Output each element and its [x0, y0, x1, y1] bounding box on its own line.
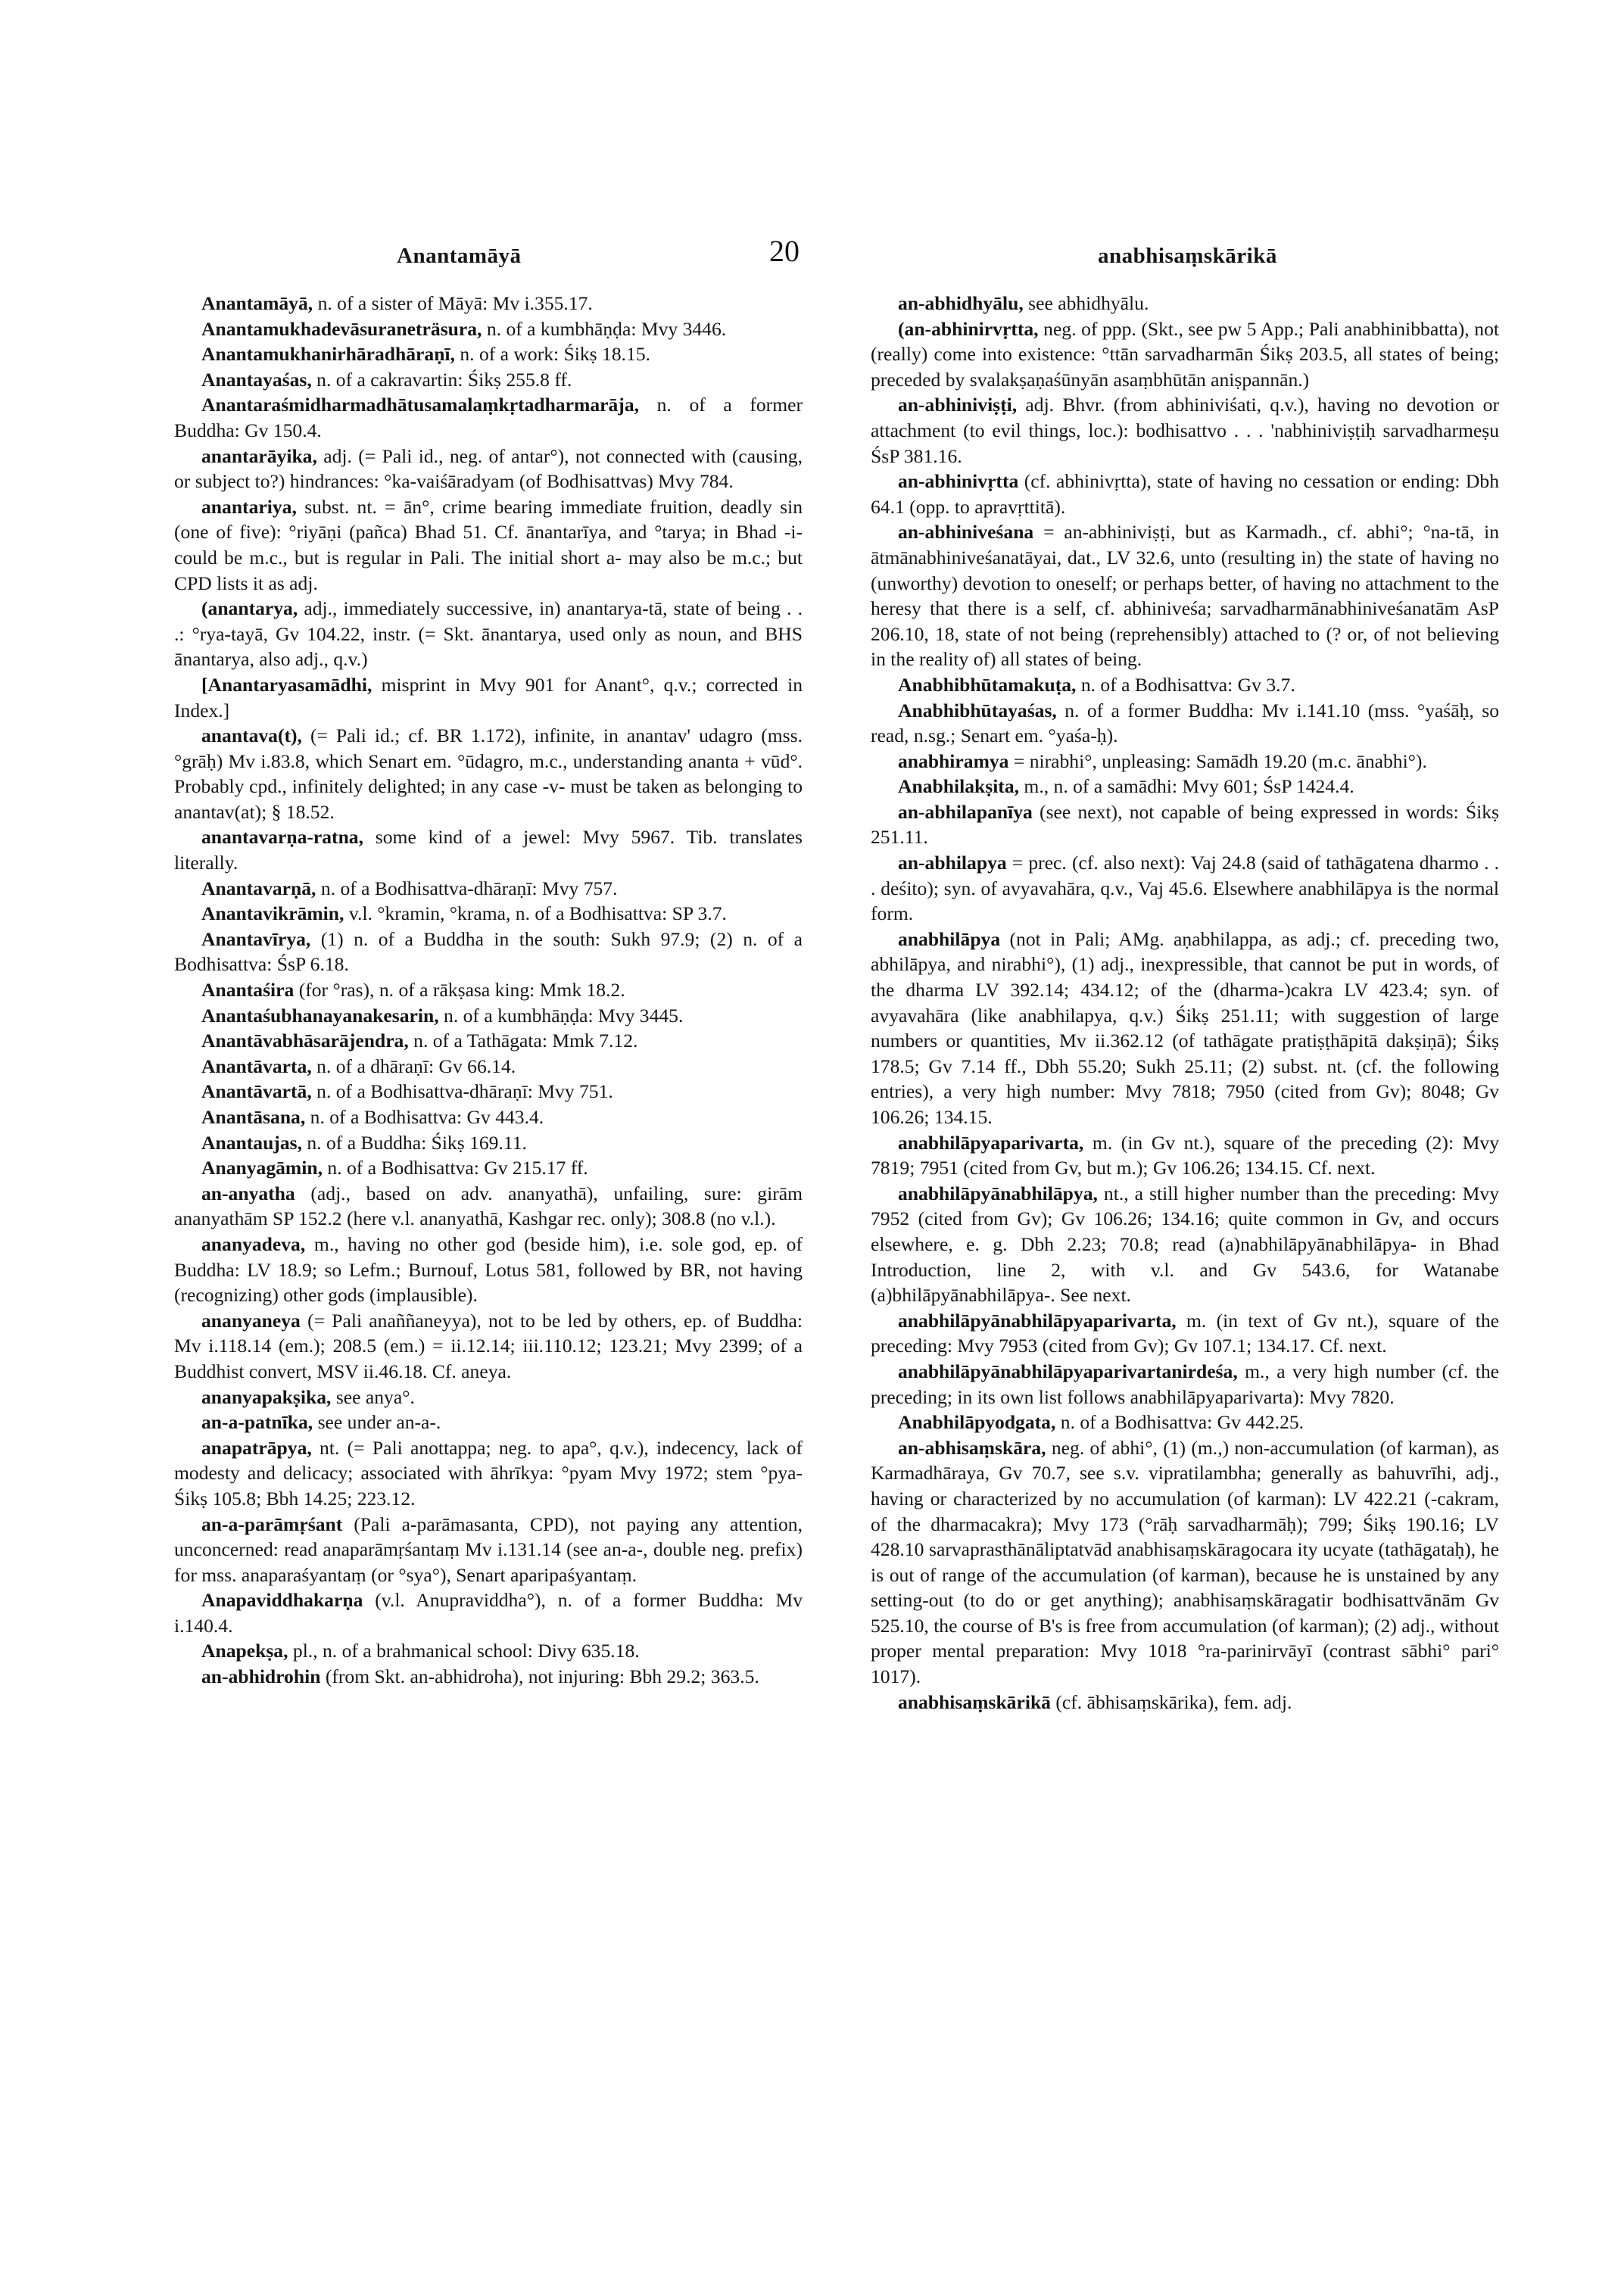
dictionary-entry: [174, 341, 803, 367]
entry-headword: Anabhibhūtayaśas,: [898, 699, 1057, 721]
entry-headword: anabhilāpyānabhilāpyaparivarta,: [898, 1309, 1177, 1332]
dictionary-entry: [174, 876, 803, 902]
dictionary-entry: [174, 824, 803, 875]
dictionary-entry: [871, 392, 1499, 469]
entry-definition: n. of a Buddha: Śikṣ 169.11.: [301, 1131, 527, 1154]
dictionary-entry: [871, 850, 1499, 927]
dictionary-entry: [174, 1130, 803, 1156]
dictionary-entry: [871, 672, 1499, 698]
dictionary-entry: [174, 316, 803, 342]
header-left-guide-word: Anantamāyā: [397, 244, 522, 268]
entry-headword: Anantamukhadevāsuraneträsura,: [201, 317, 482, 340]
entry-definition: n. of a Bodhisattva: Gv 215.17 ff.: [323, 1157, 588, 1179]
dictionary-entry: [871, 316, 1499, 393]
entry-headword: Anabhibhūtamakuṭa,: [898, 673, 1077, 696]
dictionary-entry: [871, 698, 1499, 749]
entry-definition: m., a very high number (cf. the preceding; in its own list follows anabhilāpyaparivarta): Mvy 7820.: [871, 1360, 1499, 1408]
entry-headword: Anantāvartā,: [201, 1080, 312, 1103]
entry-definition: nt. (= Pali anottappa; neg. to apa°, q.v.), indecency, lack of modesty and delicacy; associated with āhrīkya: °pyam Mvy 1972; stem °pya- Śikṣ 105.8; Bbh 14.25; 223.12.: [174, 1436, 803, 1509]
entry-headword: an-a-parāmṛśant: [201, 1513, 343, 1535]
dictionary-entry: [871, 1690, 1499, 1715]
entry-definition: (v.l. Anupraviddha°), n. of a former Buddha: Mv i.140.4.: [174, 1589, 803, 1637]
entry-definition: misprint in Mvy 901 for Anant°, q.v.; corrected in Index.]: [174, 673, 803, 721]
entry-definition: (not in Pali; AMg. aṇabhilappa, as adj.; cf. preceding two, abhilāpya, and nirabhi°), (1) adj., inexpressible, that cannot be put in words, of the dharma LV 392.14; 434.12; of the (dharma-)cakra LV 423.4; syn. of avyavahāra (like anabhilapya, q.v.) Śikṣ 251.11; with suggestion of large numbers or quantities, Mv ii.362.12 (of tathāgate pratiṣṭhāpitā dakṣiṇā); Śikṣ 178.5; Gv 7.14 ff., Dbh 55.20; Sukh 25.11; (2) subst. nt. (cf. the following entries), a very high number: Mvy 7818; 7950 (cited from Gv); 8048; Gv 106.26; 134.15.: [871, 927, 1499, 1128]
dictionary-entry: [871, 774, 1499, 799]
entry-definition: (cf. abhinivṛtta), state of having no cessation or ending: Dbh 64.1 (opp. to apravṛttitā).: [871, 470, 1499, 518]
dictionary-entry: [871, 1410, 1499, 1435]
dictionary-entry: [174, 1638, 803, 1664]
dictionary-entry: [174, 1385, 803, 1410]
entry-headword: anantava(t),: [201, 724, 302, 747]
entry-definition: n. of a work: Śikṣ 18.15.: [454, 343, 651, 366]
dictionary-entry: [871, 1359, 1499, 1410]
entry-headword: an-abhidrohin: [201, 1665, 321, 1688]
entry-definition: m., having no other god (beside him), i.e. sole god, ep. of Buddha: LV 18.9; so Lefm.; Burnouf, Lotus 581, followed by BR, not having (recognizing) other gods (implausible).: [174, 1232, 803, 1307]
entry-headword: an-abhilapya: [898, 852, 1007, 874]
left-column: [174, 291, 803, 1690]
entry-headword: (an-abhinirvṛtta,: [898, 317, 1039, 340]
entry-definition: n. of a Bodhisattva: Gv 442.25.: [1055, 1411, 1304, 1434]
dictionary-entry: [871, 927, 1499, 1130]
entry-definition: m., n. of a samādhi: Mvy 601; ŚsP 1424.4.: [1019, 775, 1354, 798]
entry-headword: Ananyagāmin,: [201, 1157, 323, 1179]
entry-definition: n. of a Bodhisattva-dhāraṇī: Mvy 757.: [316, 877, 618, 899]
entry-headword: Anantāsana,: [201, 1106, 306, 1128]
entry-definition: see anya°.: [331, 1385, 415, 1408]
entry-definition: see under an-a-.: [313, 1411, 441, 1434]
entry-definition: n. of a dhāraṇī: Gv 66.14.: [311, 1055, 516, 1077]
entry-definition: n. of a sister of Māyā: Mv i.355.17.: [313, 292, 593, 314]
page-number: 20: [769, 234, 800, 268]
entry-headword: Anantayaśas,: [201, 368, 312, 391]
dictionary-entry: [174, 977, 803, 1003]
dictionary-entry: [174, 1155, 803, 1181]
header-right-guide-word: anabhisaṃskārikā: [1098, 244, 1277, 268]
entry-headword: ananyaneya: [201, 1309, 301, 1332]
entry-headword: Anantaujas,: [201, 1131, 302, 1154]
entry-headword: anabhilāpya: [898, 927, 1001, 950]
dictionary-entry: [174, 596, 803, 672]
entry-definition: n. of a cakravartin: Śikṣ 255.8 ff.: [311, 368, 572, 391]
entry-definition: (= Pali anaññaneyya), not to be led by others, ep. of Buddha: Mv i.118.14 (em.); 208.5 (em.) = ii.12.14; iii.110.12; 123.21; Mvy 2399; of a Buddhist convert, MSV ii.46.18. Cf. aneya.: [174, 1309, 803, 1382]
entry-definition: adj. (= Pali id., neg. of antar°), not connected with (causing, or subject to?) hindrances: °ka-vaiśāradyam (of Bodhisattvas) Mvy 784.: [174, 444, 803, 493]
entry-headword: anantavarṇa-ratna,: [201, 826, 363, 849]
dictionary-entry: [174, 1054, 803, 1080]
entry-headword: Anabhilakṣita,: [898, 775, 1020, 798]
dictionary-entry: [174, 927, 803, 977]
entry-headword: [Anantaryasamādhi,: [201, 673, 372, 696]
entry-definition: (see next), not capable of being expressed in words: Śikṣ 251.11.: [871, 800, 1499, 849]
entry-headword: Anantavarṇā,: [201, 877, 316, 899]
dictionary-entry: [174, 392, 803, 443]
entry-definition: n. of a Bodhisattva-dhāraṇī: Mvy 751.: [311, 1080, 613, 1103]
dictionary-entry: [174, 1181, 803, 1232]
entry-definition: (adj., based on adv. ananyathā), unfailing, sure: girām ananyathām SP 152.2 (here v.l. ananyathā, Kashgar rec. only); 308.8 (no v.l.).: [174, 1182, 803, 1230]
dictionary-entry: [871, 1130, 1499, 1181]
dictionary-entry: [174, 1512, 803, 1588]
dictionary-entry: [871, 1308, 1499, 1359]
entry-definition: v.l. °kramin, °krama, n. of a Bodhisattva: SP 3.7.: [344, 902, 727, 925]
entry-definition: n. of a kumbhāṇḍa: Mvy 3446.: [482, 317, 727, 340]
dictionary-entry: [174, 1664, 803, 1690]
entry-headword: Anantamāyā,: [201, 292, 313, 314]
entry-headword: an-abhiniviṣṭi,: [898, 394, 1018, 416]
running-header: [0, 233, 1624, 279]
entry-headword: an-abhiniveśana: [898, 521, 1034, 544]
entry-definition: (1) n. of a Buddha in the south: Sukh 97.9; (2) n. of a Bodhisattva: ŚsP 6.18.: [174, 927, 803, 976]
entry-definition: n. of a Bodhisattva: Gv 3.7.: [1076, 673, 1295, 696]
entry-definition: n. of a kumbhāṇḍa: Mvy 3445.: [438, 1004, 684, 1027]
entry-headword: Anapekṣa,: [201, 1640, 288, 1662]
right-column: [871, 291, 1499, 1715]
dictionary-entry: [174, 1308, 803, 1385]
dictionary-entry: [174, 1104, 803, 1130]
dictionary-entry: [174, 444, 803, 494]
entry-headword: anantariya,: [201, 495, 297, 518]
entry-headword: (anantarya,: [201, 597, 298, 620]
dictionary-entry: [174, 672, 803, 723]
entry-headword: Anantaraśmidharmadhātusamalaṃkṛtadharmarāja,: [201, 394, 640, 416]
entry-definition: see abhidhyālu.: [1023, 292, 1149, 314]
entry-headword: anabhilāpyānabhilāpya,: [898, 1182, 1098, 1204]
entry-definition: = prec. (cf. also next): Vaj 24.8 (said of tathāgatena dharmo . . . deśito); syn. of avyavahāra, q.v., Vaj 45.6. Elsewhere anabhilāpya is the normal form.: [871, 852, 1499, 925]
entry-headword: an-abhinivṛtta: [898, 470, 1019, 493]
entry-headword: ananyapakṣika,: [201, 1385, 332, 1408]
entry-headword: Anantaśira: [201, 979, 295, 1002]
entry-definition: nt., a still higher number than the preceding: Mvy 7952 (cited from Gv); Gv 106.26; 134.16; quite common in Gv, and occurs elsewhere, e. g. Dbh 2.23; 70.8; read (a)nabhilāpyānabhilāpya- in Bhad Introduction, line 2, with v.l. and Gv 543.6, for Watanabe (a)bhilāpyānabhilāpya-. See next.: [871, 1182, 1499, 1307]
dictionary-entry: [871, 799, 1499, 850]
dictionary-entry: [174, 1232, 803, 1308]
entry-headword: Anantāvabhāsarājendra,: [201, 1030, 409, 1052]
dictionary-entry: [174, 1410, 803, 1435]
entry-headword: anantarāyika,: [201, 444, 317, 467]
dictionary-entry: [871, 291, 1499, 316]
entry-headword: Anantaśubhanayanakesarin,: [201, 1004, 439, 1027]
entry-headword: anabhisaṃskārikā: [898, 1690, 1051, 1713]
entry-headword: anabhiramya: [898, 749, 1009, 772]
entry-headword: anabhilāpyānabhilāpyaparivartanirdeśa,: [898, 1360, 1238, 1382]
entry-definition: = nirabhi°, unpleasing: Samādh 19.20 (m.c. ānabhi°).: [1008, 749, 1427, 772]
dictionary-entry: [871, 1435, 1499, 1690]
dictionary-entry: [174, 723, 803, 824]
entry-definition: n. of a Tathāgata: Mmk 7.12.: [408, 1030, 638, 1052]
entry-headword: ananyadeva,: [201, 1232, 306, 1255]
entry-definition: adj. Bhvr. (from abhiniviśati, q.v.), having no devotion or attachment (to evil things, loc.): bodhisattvo . . . 'nabhiniviṣṭiḥ sarvadharmeṣu ŚsP 381.16.: [871, 394, 1499, 467]
entry-definition: pl., n. of a brahmanical school: Divy 635.18.: [288, 1640, 640, 1662]
dictionary-entry: [871, 519, 1499, 672]
dictionary-entry: [174, 1028, 803, 1054]
dictionary-entry: [174, 367, 803, 393]
entry-headword: Anantavikrāmin,: [201, 902, 344, 925]
dictionary-entry: [174, 1587, 803, 1638]
entry-definition: adj., immediately successive, in) anantarya-tā, state of being . . .: °rya-tayā, Gv 104.22, instr. (= Skt. ānantarya, used only as noun, and BHS ānantarya, also adj., q.v.): [174, 597, 803, 671]
entry-definition: = an-abhiniviṣṭi, but as Karmadh., cf. abhi°; °na-tā, in ātmānabhiniveśanatāyai, dat., LV 32.6, unto (resulting in) the state of having no (unworthy) devotion to oneself; or perhaps better, of having no attachment to the heresy that there is a self, cf. abhiniveśa; sarvadharmānabhiniveśanatām AsP 206.10, 18, state of not being (reprehensibly) attached to (? or, of not believing in the reality of) all states of being.: [871, 521, 1499, 671]
entry-headword: Anantāvarta,: [201, 1055, 312, 1077]
entry-headword: Anantavīrya,: [201, 927, 311, 950]
entry-definition: subst. nt. = ān°, crime bearing immediate fruition, deadly sin (one of five): °riyāṇi (pañca) Bhad 51. Cf. ānantarīya, and °tarya; in Bhad -i- could be m.c., but is regular in Pali. The initial short a- may also be m.c.; but CPD lists it as adj.: [174, 495, 803, 594]
entry-headword: anabhilāpyaparivarta,: [898, 1131, 1084, 1154]
dictionary-entry: [174, 1435, 803, 1512]
entry-headword: an-anyatha: [201, 1182, 295, 1204]
dictionary-entry: [871, 749, 1499, 774]
entry-headword: an-a-patnīka,: [201, 1411, 313, 1434]
entry-headword: an-abhisaṃskāra,: [898, 1436, 1046, 1459]
entry-definition: neg. of abhi°, (1) (m.,) non-accumulation (of karman), as Karmadhāraya, Gv 70.7, see s.v. vipratilambha; generally as bahuvrīhi, adj., having or characterized by no accumulation (of karman): LV 422.21 (-cakram, of the dharmacakra); Mvy 173 (°rāḥ sarvadharmāḥ); 799; Śikṣ 190.16; LV 428.10 sarvaprasthānāliptatvād anabhisaṃskāragocara ity ucyate (tathāgataḥ), he is out of range of the accumulation (of karman), because he is unstained by any setting-out (to do or get anything); anabhisaṃskāragatir bodhisattvānām Gv 525.10, the course of B's is free from accumulation (of karman); (2) adj., without proper mental preparation: Mvy 1018 °ra-parinirvāyī (contrast sābhi° pari° 1017).: [871, 1436, 1499, 1688]
entry-definition: (= Pali id.; cf. BR 1.172), infinite, in anantav' udagro (mss. °grāḥ) Mv i.83.8, which Senart em. °ūdagro, m.c., understanding ananta + vūd°. Probably cpd., infinitely delighted; in any case -v- must be taken as belonging to anantav(at); § 18.52.: [174, 724, 803, 823]
entry-headword: an-abhilapanīya: [898, 800, 1033, 823]
entry-headword: Anabhilāpyodgata,: [898, 1411, 1056, 1434]
dictionary-entry: [174, 1003, 803, 1029]
entry-definition: m. (in text of Gv nt.), square of the preceding: Mvy 7953 (cited from Gv); Gv 107.1; 134.17. Cf. next.: [871, 1309, 1499, 1357]
entry-definition: n. of a former Buddha: Mv i.141.10 (mss. °yaśāḥ, so read, n.sg.; Senart em. °yaśa-ḥ).: [871, 699, 1499, 747]
entry-definition: (for °ras), n. of a rākṣasa king: Mmk 18.2.: [294, 979, 625, 1002]
entry-definition: (Pali a-parāmasanta, CPD), not paying any attention, unconcerned: read anaparāmṛśantaṃ Mv i.131.14 (see an-a-, double neg. prefix) for mss. anaparaśyantaṃ (or °sya°), Senart aparipaśyantaṃ.: [174, 1513, 803, 1586]
dictionary-entry: [871, 1181, 1499, 1308]
entry-definition: m. (in Gv nt.), square of the preceding (2): Mvy 7819; 7951 (cited from Gv, but m.); Gv 106.26; 134.15. Cf. next.: [871, 1131, 1499, 1179]
dictionary-entry: [871, 469, 1499, 519]
dictionary-entry: [174, 901, 803, 927]
entry-definition: (from Skt. an-abhidroha), not injuring: Bbh 29.2; 363.5.: [320, 1665, 759, 1688]
entry-definition: neg. of ppp. (Skt., see pw 5 App.; Pali anabhinibbatta), not (really) come into existence: °ttān sarvadharmān Śikṣ 203.5, all states of being; preceded by svalakṣaṇaśūnyān asaṃbhūtān aniṣpannān.): [871, 317, 1499, 391]
entry-headword: an-abhidhyālu,: [898, 292, 1024, 314]
entry-definition: some kind of a jewel: Mvy 5967. Tib. translates literally.: [174, 826, 803, 874]
entry-headword: Anantamukhanirhāradhāraṇī,: [201, 343, 455, 366]
entry-definition: n. of a former Buddha: Gv 150.4.: [174, 394, 803, 441]
entry-definition: n. of a Bodhisattva: Gv 443.4.: [305, 1106, 544, 1128]
entry-headword: Anapaviddhakarṇa: [201, 1589, 363, 1612]
dictionary-entry: [174, 1079, 803, 1104]
dictionary-entry: [174, 494, 803, 596]
entry-definition: (cf. ābhisaṃskārika), fem. adj.: [1050, 1690, 1292, 1713]
entry-headword: anapatrāpya,: [201, 1436, 312, 1459]
dictionary-entry: [174, 291, 803, 316]
